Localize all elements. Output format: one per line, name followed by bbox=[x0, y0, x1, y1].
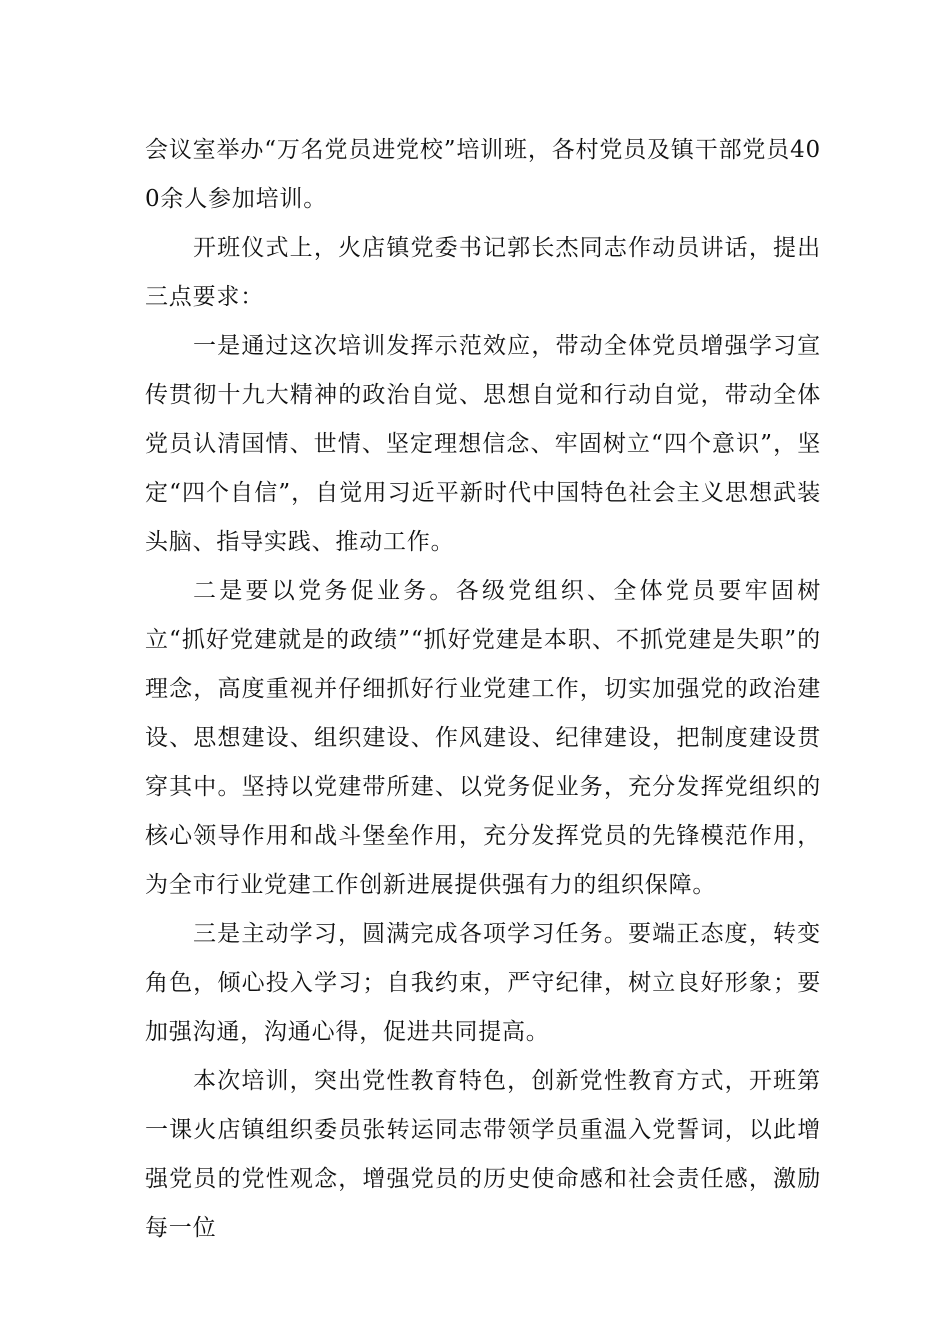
paragraph-requirement-three: 三是主动学习，圆满完成各项学习任务。要端正态度，转变角色，倾心投入学习；自我约束，严守纪律，树立良好形象；要加强沟通，沟通心得，促进共同提高。 bbox=[145, 921, 821, 1045]
paragraph-requirement-one: 一是通过这次培训发挥示范效应，带动全体党员增强学习宣传贯彻十九大精神的政治自觉、思想自觉和行动自觉，带动全体党员认清国情、世情、坚定理想信念、牢固树立“四个意识”，坚定“四个自信”，自觉用习近平新时代中国特色社会主义思想武装头脑、指导实践、推动工作。 bbox=[145, 333, 821, 555]
paragraph-opening-ceremony: 开班仪式上，火店镇党委书记郭长杰同志作动员讲话，提出三点要求： bbox=[145, 235, 821, 310]
document-body bbox=[145, 126, 821, 1253]
paragraph-requirement-two: 二是要以党务促业务。各级党组织、全体党员要牢固树立“抓好党建就是的政绩”“抓好党建是本职、不抓党建是失职”的理念，高度重视并仔细抓好行业党建工作，切实加强党的政治建设、思想建设、组织建设、作风建设、纪律建设，把制度建设贯穿其中。坚持以党建带所建、以党务促业务，充分发挥党组织的核心领导作用和战斗堡垒作用，充分发挥党员的先锋模范作用，为全市行业党建工作创新进展提供强有力的组织保障。 bbox=[145, 578, 821, 898]
paragraph-continuation: 会议室举办“万名党员进党校”培训班，各村党员及镇干部党员400余人参加培训。 bbox=[145, 137, 821, 212]
paragraph-training-summary: 本次培训，突出党性教育特色，创新党性教育方式，开班第一课火店镇组织委员张转运同志带领学员重温入党誓词，以此增强党员的党性观念，增强党员的历史使命感和社会责任感，激励每一位 bbox=[145, 1068, 821, 1241]
